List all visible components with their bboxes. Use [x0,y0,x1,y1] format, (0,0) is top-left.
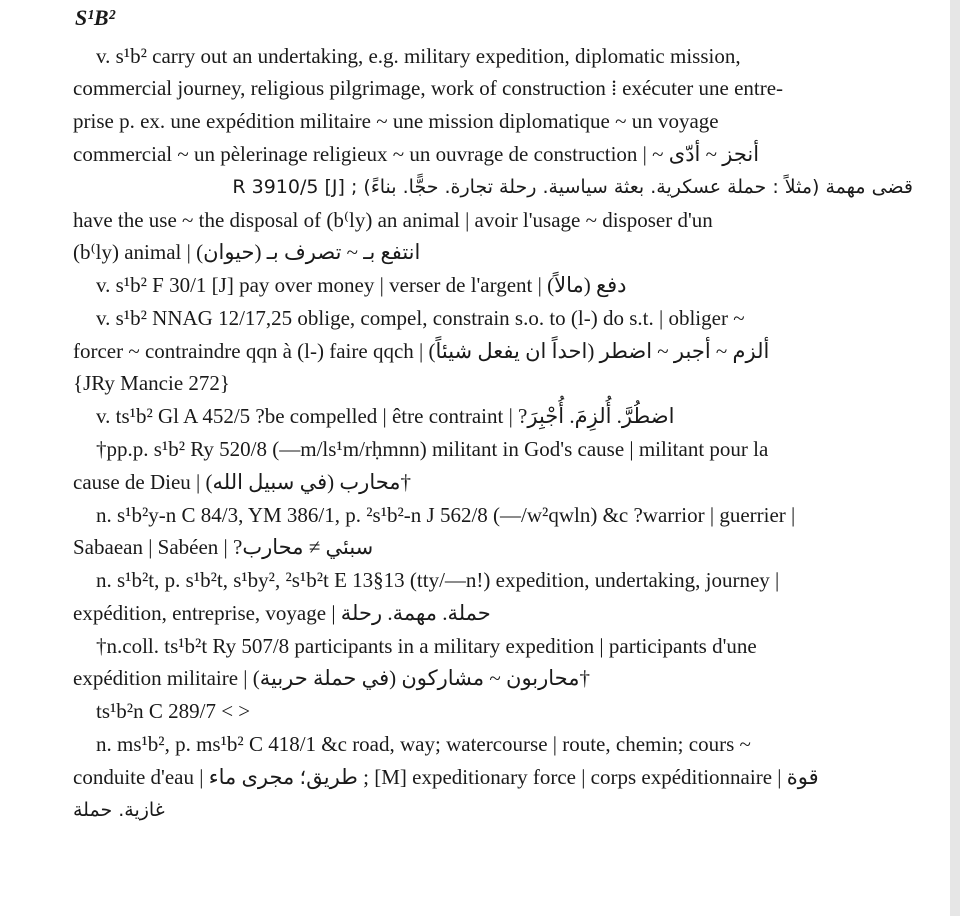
entry-line: commercial journey, religious pilgrimage, work of construction ⁞ exécuter une entre- [73,76,784,100]
entry-line: {JRy Mancie 272} [73,371,230,395]
entry-line: v. s¹b² NNAG 12/17,25 oblige, compel, constrain s.o. to (l-) do s.t. | obliger ~ [96,306,745,330]
entry-line: (b⁽ly) animal | (حيوان) انتفع بـ ~ تصرف بـ [73,240,421,264]
entry-line: conduite d'eau | طريق؛ مجرى ماء ; [M] expeditionary force | corps expéditionnaire | قوة [73,765,819,789]
entry-line: n. s¹b²t, p. s¹b²t, s¹by², ²s¹b²t E 13§13 (tty/—n!) expedition, undertaking, journey | [96,568,780,592]
entry-line: prise p. ex. une expédition militaire ~ une mission diplomatique ~ un voyage [73,109,719,133]
entry-line: قضى مهمة (مثلاً : حملة عسكرية. بعثة سياسية. رحلة تجارة. حجًّا. بناءً) ; R 3910/5 [J] [232,176,913,198]
entry-line: †pp.p. s¹b² Ry 520/8 (—m/ls¹m/rḥmnn) militant in God's cause | militant pour la [96,437,769,461]
entry-line: forcer ~ contraindre qqn à (l-) faire qqch | (احداً ان يفعل شيئاً) ألزم ~ أجبر ~ اضطر [73,339,770,363]
entry-line: n. ms¹b², p. ms¹b² C 418/1 &c road, way; watercourse | route, chemin; cours ~ [96,732,751,756]
entry-line: expédition, entreprise, voyage | حملة. مهمة. رحلة [73,601,491,625]
entry-line: commercial ~ un pèlerinage religieux ~ un ouvrage de construction | ~ أنجز ~ أدّى [73,142,760,166]
entry-headword: S¹B² [75,5,116,30]
entry-line: غازية. حملة [73,799,165,821]
entry-line: Sabaean | Sabéen | ?سبئي ≠ محارب [73,535,374,559]
entry-line: have the use ~ the disposal of (b⁽ly) an animal | avoir l'usage ~ disposer d'un [73,208,713,232]
entry-line: expédition militaire | (في حملة حربية) محاربون ~ مشاركون† [73,666,590,690]
scan-edge [950,0,960,916]
entry-line: cause de Dieu | (في سبيل الله) محارب† [73,470,412,494]
entry-line: †n.coll. ts¹b²t Ry 507/8 participants in a military expedition | participants d'une [96,634,757,658]
entry-line: v. ts¹b² Gl A 452/5 ?be compelled | être contraint | ?اضطُرَّ. أُلزِمَ. أُجْبِرَ [96,404,675,428]
entry-line: ts¹b²n C 289/7 < > [96,699,251,723]
entry-line: v. s¹b² F 30/1 [J] pay over money | verser de l'argent | (مالاً) دفع [96,273,627,297]
entry-line: n. s¹b²y-n C 84/3, YM 386/1, p. ²s¹b²-n J 562/8 (—/w²qwln) &c ?warrior | guerrier | [96,503,796,527]
entry-line: v. s¹b² carry out an undertaking, e.g. military expedition, diplomatic mission, [96,44,741,68]
